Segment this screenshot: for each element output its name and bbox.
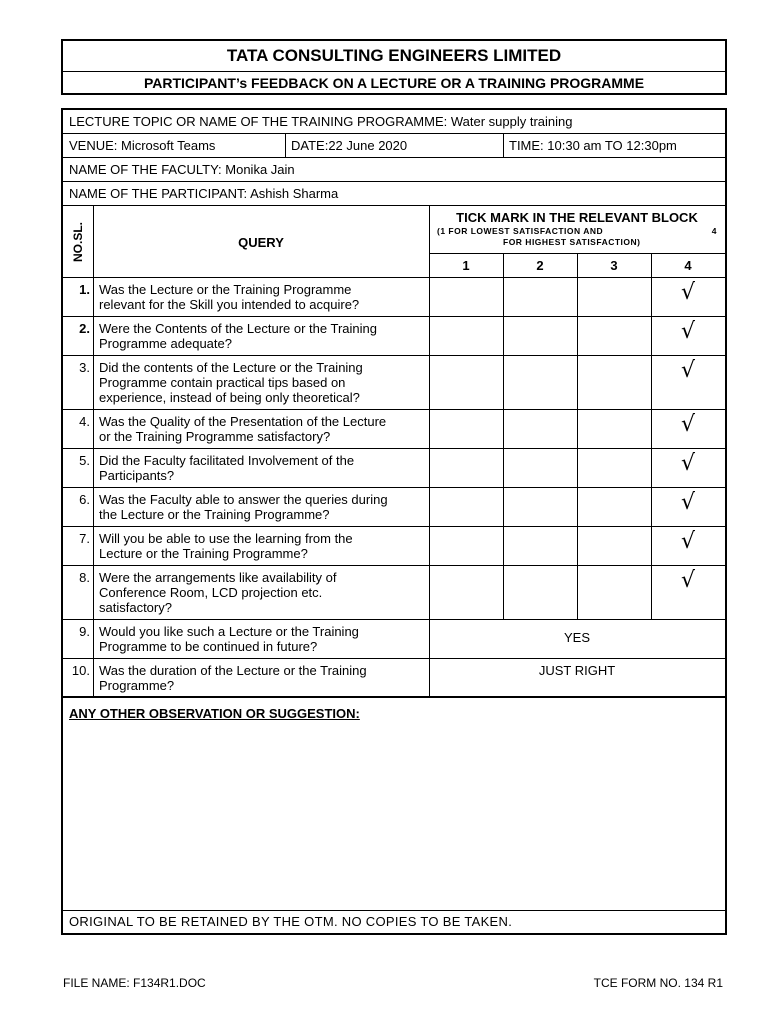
row-number: 7. [79,531,90,546]
query-text [99,282,427,312]
checkmark-icon: √ [681,280,696,305]
query-line: Would you like such a Lecture or the Training [99,624,359,639]
query-line: Participants? [99,468,175,483]
query-line: Was the Faculty able to answer the queries during [99,492,388,507]
rating-cell-4[interactable] [651,278,725,316]
feedback-form [61,108,727,935]
query-line: Conference Room, LCD projection etc. [99,585,323,600]
query-line: Did the contents of the Lecture or the Training [99,360,363,375]
query-line: or the Training Programme satisfactory? [99,429,331,444]
checkmark-icon: √ [681,319,696,344]
table-row [63,566,725,620]
rating-cell-3[interactable] [577,566,651,619]
topic-row [63,110,725,134]
rating-3-header: 3 [610,258,618,273]
date-field: DATE:22 June 2020 [291,138,408,153]
row-number: 8. [79,570,90,585]
faculty-row [63,158,725,182]
venue-row [63,134,725,158]
rating-cell-1[interactable] [429,317,503,355]
row-number: 2. [79,321,90,336]
rating-cell-4[interactable] [651,488,725,526]
table-row [63,659,725,698]
query-line: the Lecture or the Training Programme? [99,507,330,522]
query-line: Were the Contents of the Lecture or the Training [99,321,377,336]
row-number: 4. [79,414,90,429]
query-line: Was the Lecture or the Training Programme [99,282,352,297]
table-row [63,620,725,659]
query-text [99,492,427,522]
table-row [63,356,725,410]
table-row [63,317,725,356]
rating-cell-3[interactable] [577,488,651,526]
observation-label: ANY OTHER OBSERVATION OR SUGGESTION: [69,706,360,721]
table-row [63,278,725,317]
checkmark-icon: √ [681,529,696,554]
rating-cell-1[interactable] [429,566,503,619]
rating-cell-3[interactable] [577,449,651,487]
table-header [63,206,725,278]
participant-row [63,182,725,206]
query-line: Lecture or the Training Programme? [99,546,308,561]
checkmark-icon: √ [681,568,696,593]
table-row [63,527,725,566]
rating-cell-3[interactable] [577,410,651,448]
rating-cell-2[interactable] [503,566,577,619]
retain-note: ORIGINAL TO BE RETAINED BY THE OTM. NO COPIES TO BE TAKEN. [69,914,513,929]
tick-title: TICK MARK IN THE RELEVANT BLOCK [456,210,698,225]
row-number: 10. [71,663,90,678]
tick-note-lowest: (1 FOR LOWEST SATISFACTION AND [437,226,604,236]
rating-cell-4[interactable] [651,317,725,355]
rating-cell-2[interactable] [503,449,577,487]
form-subtitle: PARTICIPANT’s FEEDBACK ON A LECTURE OR A TRAINING PROGRAMME [143,75,645,91]
query-line: satisfactory? [99,600,172,615]
col-no-label: NO.SL. [71,221,86,263]
tick-note-four: 4 [711,226,717,236]
row-number: 3. [79,360,90,375]
query-text [99,414,427,444]
rating-cell-3[interactable] [577,356,651,409]
rating-cell-4[interactable] [651,410,725,448]
query-text [99,531,427,561]
checkmark-icon: √ [681,412,696,437]
rating-cell-4[interactable] [651,356,725,409]
file-name: FILE NAME: F134R1.DOC [63,976,206,990]
query-line: Was the Quality of the Presentation of the Lecture [99,414,387,429]
rating-cell-3[interactable] [577,278,651,316]
rating-cell-1[interactable] [429,410,503,448]
rating-cell-1[interactable] [429,449,503,487]
rating-cell-1[interactable] [429,356,503,409]
query-line: Will you be able to use the learning from the [99,531,353,546]
query-text [99,663,427,693]
checkmark-icon: √ [681,490,696,515]
faculty-field: NAME OF THE FACULTY: Monika Jain [69,162,295,177]
checkmark-icon: √ [681,358,696,383]
query-line: Programme to be continued in future? [99,639,318,654]
venue-field: VENUE: Microsoft Teams [69,138,216,153]
rating-cell-1[interactable] [429,488,503,526]
query-line: Did the Faculty facilitated Involvement of the [99,453,355,468]
query-text [99,570,427,615]
checkmark-icon: √ [681,451,696,476]
query-text [99,453,427,483]
query-line: Programme? [99,678,175,693]
answer-text: YES [563,630,590,645]
row-number: 5. [79,453,90,468]
rating-cell-2[interactable] [503,356,577,409]
topic-field: LECTURE TOPIC OR NAME OF THE TRAINING PROGRAMME: Water supply training [69,114,573,129]
rating-1-header: 1 [462,258,470,273]
rating-cell-4[interactable] [651,527,725,565]
table-row [63,410,725,449]
rating-cell-2[interactable] [503,488,577,526]
rating-cell-2[interactable] [503,317,577,355]
row-number: 1. [79,282,90,297]
query-text [99,360,427,405]
rating-cell-1[interactable] [429,527,503,565]
company-name: TATA CONSULTING ENGINEERS LIMITED [63,41,725,72]
row-number: 9. [79,624,90,639]
rating-cell-2[interactable] [503,278,577,316]
rating-cell-2[interactable] [503,527,577,565]
form-number: TCE FORM NO. 134 R1 [593,976,723,990]
query-line: Was the duration of the Lecture or the Training [99,663,367,678]
rating-cell-3[interactable] [577,317,651,355]
rating-2-header: 2 [536,258,544,273]
query-line: Programme adequate? [99,336,232,351]
query-line: relevant for the Skill you intended to acquire? [99,297,360,312]
row-number: 6. [79,492,90,507]
rating-cell-1[interactable] [429,278,503,316]
rating-4-header: 4 [684,258,692,273]
col-query-label: QUERY [238,234,284,250]
table-row [63,449,725,488]
query-line: experience, instead of being only theoretical? [99,390,360,405]
rating-cell-4[interactable] [651,449,725,487]
query-line: Were the arrangements like availability of [99,570,337,585]
form-header [61,39,727,95]
table-row [63,488,725,527]
rating-cell-3[interactable] [577,527,651,565]
answer-text: JUST RIGHT [538,663,616,678]
tick-note-highest: FOR HIGHEST SATISFACTION) [503,237,641,247]
participant-field: NAME OF THE PARTICIPANT: Ashish Sharma [69,186,339,201]
query-line: Programme contain practical tips based on [99,375,346,390]
query-text [99,321,427,351]
rating-cell-4[interactable] [651,566,725,619]
time-field: TIME: 10:30 am TO 12:30pm [509,138,677,153]
rating-cell-2[interactable] [503,410,577,448]
query-text [99,624,427,654]
